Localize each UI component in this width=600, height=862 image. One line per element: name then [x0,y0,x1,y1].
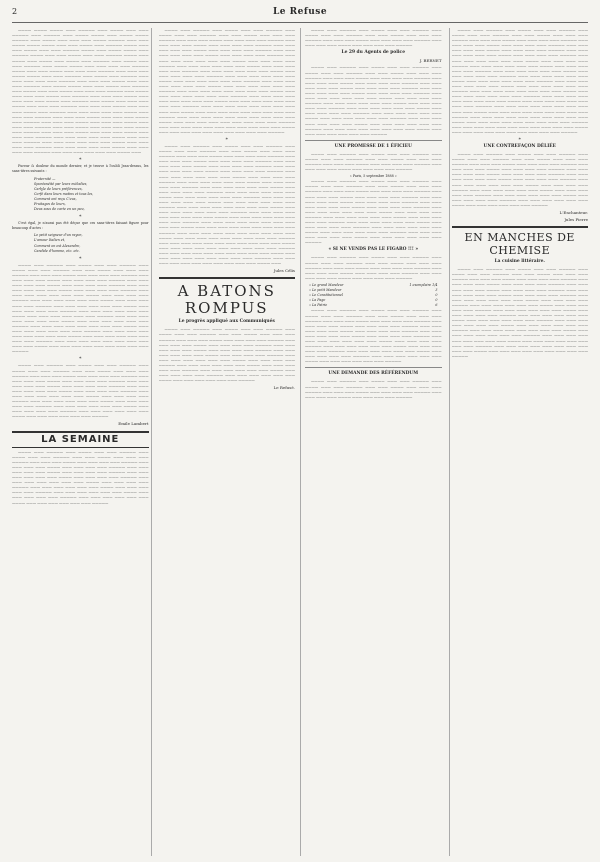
column-1 [12,28,149,856]
subheading: UNE CONTREFAÇON DÉLIÉE [483,143,556,149]
article-text: ———— ——— ————— ——— ———— ——— ——— ————— ——— ———— ——— ——— ————— ——— ——— ———— ——— ——— ——— ————— ——— ——— ——— ———— ——— ——— ——— ——— ————— ——— ——— ——— ——— ———— ——— ——— ——— ——— ————— [305,379,442,399]
article-text: ———— ——— ————— ——— ———— ——— ——— ————— ——— ———— ——— ——— ————— ——— ——— ———— ——— ——— ——— ————— ——— ——— ——— ———— ——— ——— ——— ——— ————— ——— ——— ——— ——— ———— ——— ——— ——— ——— ————— ——— ——— ——— ——— ——— ———— ——— ——— ——— ——— ————— ——— ——— ——— ——— ——— ——— ———— ——— ——— ——— ——— ————— ——— ——— ——— ——— ——— ——— ——— ———— ——— ——— ——— ——— ————— ——— ——— ——— ——— ——— ——— ———— ——— ——— ——— ——— ——— ————— ——— ——— ——— ——— ——— ——— ———— ——— ——— ——— ——— ——— ————— ——— ——— ——— ——— ——— ——— ———— ——— ——— ——— ——— ——— ——— ————— [451,151,588,207]
separator: * [79,214,82,221]
divider [305,367,442,368]
divider [305,140,442,141]
signature: L'Enchanteur. [559,210,588,215]
table-row: « La Patrie 6 [309,303,438,308]
article-text: ———— ——— ————— ——— ———— ——— ——— ————— ——— ———— ——— ——— ————— ——— ——— ———— ——— ——— ——— ————— ——— ——— ——— ———— ——— ——— ——— ——— ————— ——— ——— ——— ——— ———— ——— ——— ——— ——— ————— [305,28,442,48]
table-row: « Le petit Mandeur 3 [309,288,438,293]
subheading: Le progrès appliqué aux Communiqués [178,319,275,325]
poem: Le petit seigneur d'un rayon, L'amour Italien et, Comment on est Alexandre, Candide d'homme, etc. etc. [34,233,83,253]
newspaper-title: Le Refuse [272,7,328,17]
table-row: « Le grand Mandeur 1 exemplaire 1/4 [309,282,438,287]
subheading: UNE PROMESSE DE 1 ÉFICIEU [334,143,412,149]
section-heading: EN MANCHES DE CHEMISE [452,226,589,257]
byline: Jules Célis [273,268,295,274]
column-3 [305,28,442,856]
article-text: ———— ——— ————— ——— ———— ——— ——— ————— ——— ———— ——— ——— ————— ——— ——— ———— ——— ——— ——— ————— ——— ——— ——— ———— ——— ——— ——— ——— ————— ——— ——— ——— ——— ———— ——— ——— ——— ——— ————— ——— ——— ——— ——— ——— ———— ——— ——— ——— ——— ————— ——— ——— ——— ——— ——— ——— ———— ——— ——— ——— ——— ————— ——— ——— ——— ——— ——— ——— ——— ———— ——— ——— ——— ——— ————— ——— ——— ——— ——— ——— ——— ———— ——— ——— ——— ——— ——— ————— ——— ——— ——— ——— ——— ——— ———— ——— ——— ——— ——— ——— ————— ——— ——— ——— ——— ——— ——— ———— ——— ——— ——— ——— ——— ——— ————— ——— ——— ——— ——— ——— ——— ——— ———— ——— ——— ——— ——— ——— ——— ————— [305,179,442,245]
byline: Emile Lambert [118,421,149,427]
article-text: ———— ——— ————— ——— ———— ——— ——— ————— ——— ———— ——— ——— ————— ——— ——— ———— ——— ——— ——— ————— ——— ——— ——— ———— ——— ——— ——— ——— ————— ——— ——— ——— ——— ———— ——— ——— ——— ——— ————— ——— ——— ——— ——— ——— ———— ——— ——— ——— ——— ————— ——— ——— ——— ——— ——— ——— ———— ——— ——— ——— ——— ————— ——— ——— ——— ——— ——— ——— ——— ———— ——— ——— ——— ——— ————— ——— ——— ——— ——— ——— ——— ———— ——— ——— ——— ——— ——— ————— ——— ——— ——— ——— ——— ——— ———— ——— ——— ——— ——— ——— ————— ——— ——— ——— ——— ——— ——— ———— ——— ——— ——— ——— ——— ——— ————— [12,449,149,505]
masthead [12,6,588,23]
byline: Jules Pierre [564,217,588,223]
subheading: Le 29 du Agents de police [341,50,406,56]
newspaper-page [12,6,588,856]
signature: Le Refusé. [273,385,295,391]
article-text: ———— ——— ————— ——— ———— ——— ——— ————— ——— ———— ——— ——— ————— ——— ——— ———— ——— ——— ——— ————— ——— ——— ——— ———— ——— ——— ——— ——— ————— ——— ——— ——— ——— ———— ——— ——— ——— ——— ————— ——— ——— ——— ——— ——— ———— ——— ——— ——— ——— ————— ——— ——— ——— ——— ——— ——— ———— ——— ——— ——— ——— ————— ——— ——— ——— ——— ——— ——— ——— ———— ——— ——— ——— ——— ————— ——— ——— ——— ——— ——— ——— ———— ——— ——— ——— ——— ——— ————— ——— ——— ——— ——— ——— ——— ———— ——— ——— ——— ——— ——— ————— ——— ——— ——— ——— ——— ——— ———— ——— ——— ——— ——— ——— ——— ————— ——— ——— ——— ——— ——— ——— ——— ———— ——— ——— ——— ——— ——— ——— ————— ——— ——— ——— ——— ——— ——— ——— ——— ———— ——— ——— ——— ——— ——— ——— ——— ————— [305,65,442,136]
page-number: 2 [12,7,18,16]
table-row: « Le Constitutionnel 0 [309,293,438,298]
columns [12,28,588,856]
article-text: ———— ———— ———— ——— ————— ——— ———— ——— ——— ————— ——— ————— ——— ———— ———— ——— ———— ———— ————— ——— ———— ——— ——— ——— ———— ————— ——— ——— ———— ———— ———— ——— ——— ———— ——— ————— ———— ——— ——— ———— ——— ——— ————— ———— ——— ———— ———— ——— ————— ———— ——— ——— ———— ——— ——— ————— ———— ——— ———— ——— ———— ——— ———— ——— ————— ——— ———— ——— ——— ————— ——— ———— ———— ——— ——— ——— ——— ————— ———— ——— ——— ———— ——— ——— ——— ————— ——— ——— ——— ———— ———— ——— ——— ————— ——— ———— ——— ————— ——— ——— ——— ——— ——— ————— ——— ——— ——— ———— ——— ——— ——— ————— ——— ———— ———— ——— ——— ———— ——— ————— ——— ———— ——— ——— ———— ——— ——— ——— ————— ——— ———— ——— ——— ——— ———— ——— ————— ——— ——— ——— ———— ——— ——— ——— ——— ———— ——— ————— ——— ———— ——— ——— ——— ———— ——— ——— ——— ————— ——— ——— ——— ———— ——— ——— ——— ———— ——— ————— ——— ——— ——— ——— ——— ———— ——— ——— ——— ————— ——— ——— ——— ———— ——— ——— ——— ———— ——— ————— ——— ——— ——— ———— ——— ——— ——— ———— ——— ——— ——— ————— ——— ——— ———— ——— ——— ——— ——— ———— ——— ————— ——— ——— ——— ———— ——— ——— ——— ———— ——— ——— ——— ————— ——— ——— ——— ——— ——— ———— ——— ——— ——— ————— ——— ——— ——— ——— ——— ——— ———— ——— ——— ——— ——— ————— ——— ——— ——— ——— ——— ———— ——— ——— ——— ——— ————— ——— ——— ——— ——— ——— ——— ———— ——— [12,28,149,155]
article-text: ———— ——— ————— ——— ———— ——— ——— ————— ——— ———— ——— ——— ————— ——— ——— ———— ——— ——— ——— ————— ——— ——— ——— ———— ——— ——— ——— ——— ————— ——— ——— ——— ——— ———— ——— ——— ——— ——— ————— ——— ——— ——— ——— ——— ———— ——— ——— ——— ——— ————— ——— ——— ——— ——— ——— ——— ———— ——— ——— ——— ——— ————— ——— ——— ——— ——— ——— ——— ——— ———— ——— ——— ——— ——— ————— ——— ——— ——— ——— ——— ——— ———— ——— ——— ——— ——— ——— ————— ——— ——— ——— ——— ——— ——— ———— ——— ——— ——— ——— ——— ————— ——— ——— ——— ——— ——— ——— ———— ——— ——— ——— ——— ——— ——— ————— [305,308,442,364]
column-4 [452,28,589,856]
column-2 [159,28,296,856]
separator: * [79,157,82,164]
subheading: « SI NE VENDS PAS LE FIGARO !!! » [328,247,419,253]
section-heading: A BATONS ROMPUS [159,277,296,317]
subheading: UNE DEMANDE DES RÉFÉRENDUM [328,371,419,377]
article-text: ———— ——— ————— ——— ———— ——— ——— ————— ——— ———— ——— ——— ————— ——— ——— ———— ——— ——— ——— ————— ——— ——— ——— ———— ——— ——— ——— ——— ————— ——— ——— ——— ——— ———— ——— ——— ——— ——— ————— ——— ——— ——— ——— ——— ———— ——— ——— ——— ——— ————— ——— ——— ——— ——— ——— ——— ———— ——— ——— ——— ——— ————— ——— ——— ——— ——— ——— ——— ——— ———— ——— ——— ——— ——— ————— ——— ——— ——— ——— ——— ——— ———— ——— ——— ——— ——— ——— ————— ——— ——— ——— ——— ——— ——— ———— ——— ——— ——— ——— ——— ————— ——— ——— ——— ——— ——— ——— ———— ——— ——— ——— ——— ——— ——— ————— ——— ——— ——— ——— ——— ——— ——— ———— ——— ——— ——— ——— ——— ——— ————— ——— ——— ——— ——— ——— ——— ——— ——— ———— ——— ——— ——— ——— ——— ——— ——— ————— ——— ——— ——— ——— ——— ——— ——— ——— ——— ———— ——— ——— ——— ——— ——— ——— ——— ——— ————— ——— ——— ——— ——— ——— ——— ——— ——— ——— ——— ———— ——— ——— ——— ——— ——— ——— ——— ——— ——— ————— ——— ——— ——— ——— ——— ——— ——— ——— ——— ——— ———— ——— ——— ——— ——— ——— ——— ——— ——— ——— ————— ——— ——— ——— ——— ——— ——— ——— ——— ——— ——— ——— ———— ——— ——— ——— ——— ——— ——— ——— ——— ——— ——— ————— [158,28,295,134]
separator: * [79,356,82,363]
article-text: ———— ——— ————— ——— ———— ——— ——— ————— ——— ———— ——— ——— ————— ——— ——— ———— ——— ——— ——— ————— ——— ——— ——— ———— ——— ——— ——— ——— ————— ——— ——— ——— ——— ———— ——— ——— ——— ——— ————— [305,151,442,172]
article-text: ———— ——— ————— ——— ———— ——— ——— ————— ——— ———— ——— ——— ————— ——— ——— ———— ——— ——— ——— ————— ——— ——— ——— ———— ——— ——— ——— ——— ————— ——— ——— ——— ——— ———— ——— ——— ——— ——— ————— ——— ——— ——— ——— ——— ———— ——— ——— ——— ——— ————— ——— ——— ——— ——— ——— ——— ———— ——— ——— ——— ——— ————— ——— ——— ——— ——— ——— ——— ——— ———— ——— ——— ——— ——— ————— ——— ——— ——— ——— ——— ——— ———— ——— ——— ——— ——— ——— ————— ——— ——— ——— ——— ——— ——— ———— ——— ——— ——— ——— ——— ————— ——— ——— ——— ——— ——— ——— ———— ——— ——— ——— ——— ——— ——— ————— [158,327,295,383]
article-text: ———— ——— ————— ——— ———— ——— ——— ————— ——— ———— ——— ——— ————— ——— ——— ———— ——— ——— ——— ————— ——— ——— ——— ———— ——— ——— ——— ——— ————— ——— ——— ——— ——— ———— ——— ——— ——— ——— ————— ——— ——— ——— ——— ——— ———— ——— ——— ——— ——— ————— ——— ——— ——— ——— ——— ——— ———— ——— ——— ——— ——— ————— ——— ——— ——— ——— ——— ——— ——— ———— ——— ——— ——— ——— ————— ——— ——— ——— ——— ——— ——— ———— ——— ——— ——— ——— ——— ————— ——— ——— ——— ——— ——— ——— ———— ——— ——— ——— ——— ——— ————— ——— ——— ——— ——— ——— ——— ———— ——— ——— ——— ——— ——— ——— ————— [12,363,149,419]
poem-intro: C'est égal, je n'aurai pas été déçue que ces sans-titres faisant figure pour beaucoup d'actes : [12,221,149,231]
section-heading: LA SEMAINE [12,431,149,448]
poem-intro: Fureur & douleur du monde dernier, et je trouve à l'oubli Jean-dessus, les sans-titres suivants : [12,164,149,174]
article-text: ———— ——— ————— ——— ———— ——— ——— ————— ——— ———— ——— ——— ————— ——— ——— ———— ——— ——— ——— ————— ——— ——— ——— ———— ——— ——— ——— ——— ————— ——— ——— ——— ——— ———— ——— ——— ——— ——— ————— ——— ——— ——— ——— ——— ———— ——— ——— ——— ——— ————— ——— ——— ——— ——— ——— ——— ———— ——— ——— ——— ——— ————— ——— ——— ——— ——— ——— ——— ——— ———— ——— ——— ——— ——— ————— ——— ——— ——— ——— ——— ——— ———— ——— ——— ——— ——— ——— ————— ——— ——— ——— ——— ——— ——— ———— ——— ——— ——— ——— ——— ————— ——— ——— ——— ——— ——— ——— ———— ——— ——— ——— ——— ——— ——— ————— ——— ——— ——— ——— ——— ——— ——— ———— ——— ——— ——— ——— ——— ——— ————— ——— ——— ——— ——— ——— ——— ——— ——— ———— ——— ——— ——— ——— ——— ——— ——— ————— ——— ——— ——— ——— ——— ——— ——— ——— ——— ———— ——— ——— ——— ——— ——— ——— ——— ——— ————— ——— ——— ——— ——— ——— ——— ——— ——— ——— ——— ———— ——— ——— ——— ——— ——— ——— ——— ——— ——— ————— ——— ——— ——— ——— ——— ——— ——— ——— ——— ——— ———— ——— ——— ——— ——— ——— ——— ——— ——— ——— ————— ——— ——— ——— ——— ——— ——— ——— ——— ——— ——— ——— ———— ——— ——— ——— ——— ——— ——— ——— ——— ——— ——— ————— ——— ——— ——— ——— ——— ——— ——— ——— ——— ——— ———— ——— ——— ——— ——— ——— ——— ——— ——— ——— ————— ——— ——— ——— ——— ——— ——— ——— ——— ——— ——— ——— ———— ——— [158,143,295,266]
article-text: ———— ——— ————— ——— ———— ——— ——— ————— ——— ———— ——— ——— ————— ——— ——— ———— ——— ——— ——— ————— ——— ——— ——— ———— ——— ——— ——— ——— ————— ——— ——— ——— ——— ———— ——— ——— ——— ——— ————— ——— ——— ——— ——— ——— ———— ——— ——— ——— ——— ————— ——— ——— ——— ——— ——— ——— ———— ——— ——— ——— ——— ————— ——— ——— ——— ——— ——— ——— ——— ———— ——— ——— ——— ——— ————— ——— ——— ——— ——— ——— ——— ———— ——— ——— ——— ——— ——— ————— ——— ——— ——— ——— ——— ——— ———— ——— ——— ——— ——— ——— ————— ——— ——— ——— ——— ——— ——— ———— ——— ——— ——— ——— ——— ——— ————— ——— ——— ——— ——— ——— ——— ——— ———— ——— ——— ——— ——— ——— ——— ————— ——— ——— ——— ——— ——— ——— ——— ——— ———— ——— ——— ——— ——— ——— ——— ——— ————— ——— ——— ——— ——— ——— ——— ——— ——— ——— ———— ——— ——— ——— ——— ——— ——— ——— ——— ————— ——— ——— ——— ——— ——— ——— ——— ——— ——— ——— ———— ——— ——— ——— ——— ——— ——— ——— ——— ——— ————— [12,262,149,354]
subheading: La cuisine littéraire. [494,259,545,265]
dateline: « Paris, 5 septembre 1888 » [349,174,397,179]
signature: J. BERNET [419,58,442,64]
separator: * [518,136,521,143]
article-text: ———— ——— ————— ——— ———— ——— ——— ————— ——— ———— ——— ——— ————— ——— ——— ———— ——— ——— ——— ————— ——— ——— ——— ———— ——— ——— ——— ——— ————— ——— ——— ——— ——— ———— ——— ——— ——— ——— ————— ——— ——— ——— ——— ——— ———— ——— ——— ——— ——— ————— [305,255,442,280]
poem: Fraternité — Spontanéité par leurs mélodies, Carlyle de leurs préférences, Cerfé dans leurs matins et tous les, Comment ont reçu C'eux, Fruitages de leurs, Deux sous de carte en un peu, [34,176,94,212]
table-row: « La Page 0 [309,298,438,303]
article-text: ———— ——— ————— ——— ———— ——— ——— ————— ——— ———— ——— ——— ————— ——— ——— ———— ——— ——— ——— ————— ——— ——— ——— ———— ——— ——— ——— ——— ————— ——— ——— ——— ——— ———— ——— ——— ——— ——— ————— ——— ——— ——— ——— ——— ———— ——— ——— ——— ——— ————— ——— ——— ——— ——— ——— ——— ———— ——— ——— ——— ——— ————— ——— ——— ——— ——— ——— ——— ——— ———— ——— ——— ——— ——— ————— ——— ——— ——— ——— ——— ——— ———— ——— ——— ——— ——— ——— ————— ——— ——— ——— ——— ——— ——— ———— ——— ——— ——— ——— ——— ————— ——— ——— ——— ——— ——— ——— ———— ——— ——— ——— ——— ——— ——— ————— ——— ——— ——— ——— ——— ——— ——— ———— ——— ——— ——— ——— ——— ——— ————— ——— ——— ——— ——— ——— ——— ——— ——— ———— ——— ——— ——— ——— ——— ——— ——— ————— ——— ——— ——— ——— ——— ——— ——— ——— ——— ———— ——— ——— ——— ——— ——— ——— ——— ——— ————— ——— ——— ——— ——— ——— ——— ——— ——— ——— ——— ———— ——— ——— ——— ——— ——— ——— ——— ——— ——— ————— [451,267,588,358]
article-text: ———— ——— ————— ——— ———— ——— ——— ————— ——— ———— ——— ——— ————— ——— ——— ———— ——— ——— ——— ————— ——— ——— ——— ———— ——— ——— ——— ——— ————— ——— ——— ——— ——— ———— ——— ——— ——— ——— ————— ——— ——— ——— ——— ——— ———— ——— ——— ——— ——— ————— ——— ——— ——— ——— ——— ——— ———— ——— ——— ——— ——— ————— ——— ——— ——— ——— ——— ——— ——— ———— ——— ——— ——— ——— ————— ——— ——— ——— ——— ——— ——— ———— ——— ——— ——— ——— ——— ————— ——— ——— ——— ——— ——— ——— ———— ——— ——— ——— ——— ——— ————— ——— ——— ——— ——— ——— ——— ———— ——— ——— ——— ——— ——— ——— ————— ——— ——— ——— ——— ——— ——— ——— ———— ——— ——— ——— ——— ——— ——— ————— ——— ——— ——— ——— ——— ——— ——— ——— ———— ——— ——— ——— ——— ——— ——— ——— ————— ——— ——— ——— ——— ——— ——— ——— ——— ——— ———— ——— ——— ——— ——— ——— ——— ——— ——— ————— ——— ——— ——— ——— ——— ——— ——— ——— ——— ——— ———— ——— ——— ——— ——— ——— ——— ——— ——— ——— ————— ——— ——— ——— ——— ——— ——— ——— ——— ——— ——— ———— ——— ——— ——— ——— ——— ——— ——— ——— ——— ————— ——— ——— ——— ——— ——— ——— ——— ——— ——— ——— ——— ———— ——— ——— ——— ——— ——— ——— ——— ——— ——— ——— ————— [451,28,588,134]
sales-table [305,283,442,308]
separator: * [79,255,82,262]
separator: * [225,136,228,143]
